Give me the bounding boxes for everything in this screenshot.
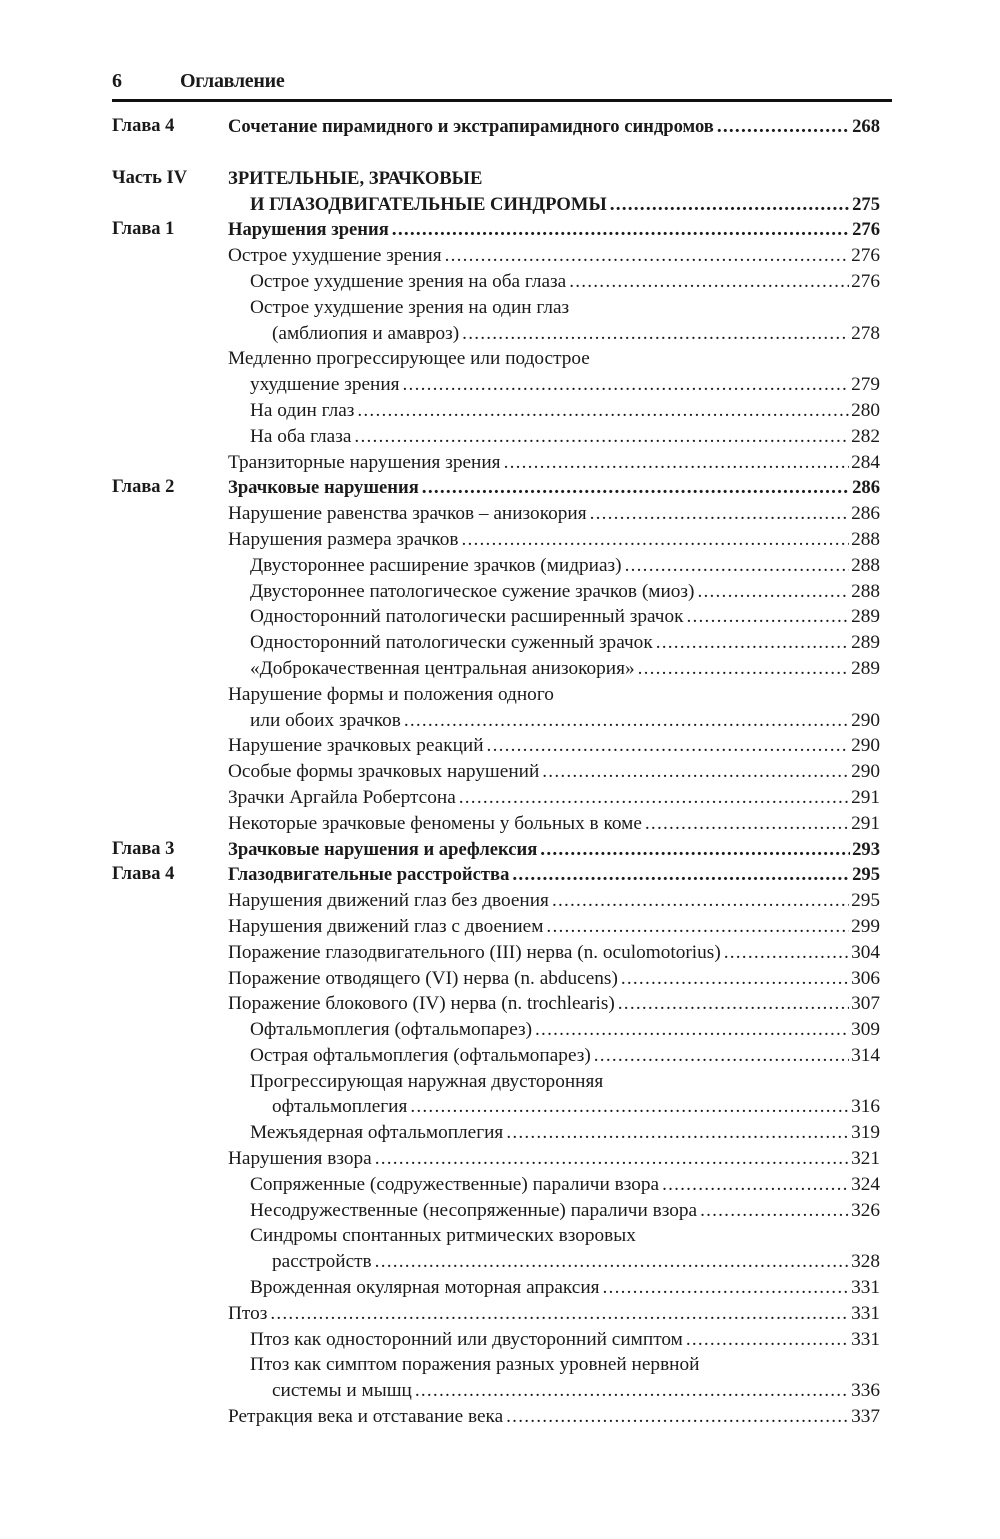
toc-line bbox=[112, 1327, 880, 1353]
entry-page-number: 331 bbox=[851, 1277, 880, 1299]
entry-page-number: 278 bbox=[851, 322, 880, 344]
dot-leader bbox=[566, 269, 849, 295]
entry-title: На один глаз bbox=[250, 399, 355, 421]
toc-line bbox=[112, 1172, 880, 1198]
toc-line bbox=[112, 1352, 880, 1378]
entry-label: Глава 2 bbox=[112, 477, 175, 498]
toc-line bbox=[112, 1120, 880, 1146]
entry-title: Офтальмоплегия (офтальмопарез) bbox=[250, 1019, 533, 1041]
toc-line bbox=[112, 837, 880, 863]
toc-line bbox=[112, 553, 880, 579]
toc-chapter-entry bbox=[112, 114, 880, 140]
entry-title: Острая офтальмоплегия (офтальмопарез) bbox=[250, 1044, 591, 1066]
toc-entry bbox=[112, 1404, 880, 1430]
toc-chapter-entry bbox=[112, 166, 880, 218]
entry-title: Межъядерная офтальмоплегия bbox=[250, 1122, 504, 1144]
entry-title: Сопряженные (содружественные) параличи взора bbox=[250, 1173, 660, 1195]
entry-label: Глава 3 bbox=[112, 838, 175, 859]
entry-label: Глава 4 bbox=[112, 116, 175, 136]
toc-line bbox=[112, 243, 880, 269]
toc-line bbox=[112, 1146, 880, 1172]
entry-page-number: 304 bbox=[851, 941, 880, 963]
entry-title: Транзиторные нарушения зрения bbox=[228, 451, 501, 473]
toc-line bbox=[112, 1043, 880, 1069]
entry-page-number: 331 bbox=[851, 1328, 880, 1350]
dot-leader bbox=[600, 1275, 850, 1301]
entry-page-number: 319 bbox=[851, 1122, 880, 1144]
entry-page-number: 288 bbox=[851, 580, 880, 602]
header-rule bbox=[112, 99, 892, 102]
toc-line bbox=[112, 991, 880, 1017]
entry-page-number: 293 bbox=[852, 838, 880, 860]
entry-page-number: 289 bbox=[851, 657, 880, 679]
entry-page-number: 290 bbox=[851, 761, 880, 783]
toc-line bbox=[112, 192, 880, 218]
toc-entry bbox=[112, 733, 880, 759]
toc-line bbox=[112, 1017, 880, 1043]
toc-line bbox=[112, 1249, 880, 1275]
toc-entry bbox=[112, 527, 880, 553]
running-title: Оглавление bbox=[180, 70, 285, 92]
entry-title: Односторонний патологически расширенный зрачок bbox=[250, 606, 684, 628]
toc-line bbox=[112, 269, 880, 295]
toc-entry bbox=[112, 966, 880, 992]
toc-entry bbox=[112, 785, 880, 811]
dot-leader bbox=[400, 372, 850, 398]
entry-title: Острое ухудшение зрения на один глаз bbox=[250, 296, 570, 318]
entry-title: Глазодвигательные расстройства bbox=[228, 864, 510, 886]
entry-page-number: 286 bbox=[852, 477, 880, 499]
dot-leader bbox=[372, 1249, 849, 1275]
entry-page-number: 331 bbox=[851, 1302, 880, 1324]
entry-title: «Доброкачественная центральная анизокория» bbox=[250, 657, 635, 679]
entry-page-number: 289 bbox=[851, 632, 880, 654]
toc-line bbox=[112, 475, 880, 501]
dot-leader bbox=[683, 1327, 849, 1353]
toc-entry bbox=[112, 1275, 880, 1301]
entry-title: Птоз как односторонний или двусторонний симптом bbox=[250, 1328, 683, 1350]
entry-title: Нарушение равенства зрачков – анизокория bbox=[228, 503, 587, 525]
entry-title: Врожденная окулярная моторная апраксия bbox=[250, 1277, 600, 1299]
toc-line bbox=[112, 1198, 880, 1224]
entry-title: Поражение отводящего (VI) нерва (n. abducens) bbox=[228, 967, 618, 989]
entry-page-number: 288 bbox=[851, 528, 880, 550]
toc-entry bbox=[112, 630, 880, 656]
entry-title: Нарушения взора bbox=[228, 1148, 372, 1170]
toc-line bbox=[112, 759, 880, 785]
dot-leader bbox=[684, 604, 850, 630]
entry-page-number: 279 bbox=[851, 374, 880, 396]
dot-leader bbox=[389, 217, 850, 243]
entry-title: Односторонний патологически суженный зрачок bbox=[250, 632, 653, 654]
toc-line bbox=[112, 450, 880, 476]
dot-leader bbox=[532, 1017, 849, 1043]
toc-line bbox=[112, 1094, 880, 1120]
entry-label: Глава 1 bbox=[112, 219, 175, 240]
toc-line bbox=[112, 579, 880, 605]
toc-line bbox=[112, 372, 880, 398]
dot-leader bbox=[615, 991, 849, 1017]
entry-page-number: 316 bbox=[851, 1096, 880, 1118]
dot-leader bbox=[503, 1404, 849, 1430]
entry-page-number: 288 bbox=[851, 554, 880, 576]
toc-entry bbox=[112, 1017, 880, 1043]
entry-page-number: 326 bbox=[851, 1199, 880, 1221]
dot-leader bbox=[642, 811, 849, 837]
dot-leader bbox=[721, 940, 849, 966]
toc-entry bbox=[112, 269, 880, 295]
toc-entry bbox=[112, 914, 880, 940]
dot-leader bbox=[407, 1094, 849, 1120]
dot-leader bbox=[412, 1378, 849, 1404]
toc-line bbox=[112, 217, 880, 243]
toc-line bbox=[112, 295, 880, 321]
dot-leader bbox=[401, 708, 849, 734]
toc-entry bbox=[112, 553, 880, 579]
toc-entry bbox=[112, 243, 880, 269]
dot-leader bbox=[543, 914, 849, 940]
dot-leader bbox=[587, 501, 850, 527]
entry-title: Птоз bbox=[228, 1302, 268, 1324]
toc-entry bbox=[112, 1301, 880, 1327]
toc-line bbox=[112, 321, 880, 347]
toc-entry bbox=[112, 1146, 880, 1172]
entry-page-number: 306 bbox=[851, 967, 880, 989]
toc-entry bbox=[112, 1352, 880, 1404]
entry-title: Нарушение зрачковых реакций bbox=[228, 735, 484, 757]
dot-leader bbox=[607, 192, 850, 218]
toc-entry bbox=[112, 604, 880, 630]
toc-line bbox=[112, 966, 880, 992]
entry-page-number: 275 bbox=[852, 193, 880, 215]
toc-entry bbox=[112, 450, 880, 476]
entry-title: ЗРИТЕЛЬНЫЕ, ЗРАЧКОВЫЕ bbox=[228, 167, 483, 189]
toc-line bbox=[112, 1301, 880, 1327]
entry-title: или обоих зрачков bbox=[250, 709, 401, 731]
dot-leader bbox=[509, 862, 850, 888]
toc-line bbox=[112, 914, 880, 940]
toc-line bbox=[112, 708, 880, 734]
toc-entry bbox=[112, 1172, 880, 1198]
toc-line bbox=[112, 166, 880, 192]
entry-label: Глава 4 bbox=[112, 864, 175, 885]
toc-line bbox=[112, 424, 880, 450]
entry-title: Некоторые зрачковые феномены у больных в коме bbox=[228, 812, 642, 834]
dot-leader bbox=[354, 398, 849, 424]
toc-entry bbox=[112, 1043, 880, 1069]
toc-chapter-entry bbox=[112, 475, 880, 501]
dot-leader bbox=[458, 527, 849, 553]
toc-line bbox=[112, 888, 880, 914]
dot-leader bbox=[659, 1172, 849, 1198]
entry-page-number: 268 bbox=[852, 116, 880, 137]
toc-line bbox=[112, 346, 880, 372]
toc-line bbox=[112, 785, 880, 811]
entry-page-number: 280 bbox=[851, 399, 880, 421]
entry-title: Особые формы зрачковых нарушений bbox=[228, 761, 540, 783]
toc-line bbox=[112, 940, 880, 966]
entry-page-number: 295 bbox=[852, 864, 880, 886]
entry-title: Ретракция века и отставание века bbox=[228, 1406, 504, 1428]
toc-line bbox=[112, 398, 880, 424]
dot-leader bbox=[697, 1198, 849, 1224]
dot-leader bbox=[484, 733, 850, 759]
entry-page-number: 337 bbox=[851, 1406, 880, 1428]
dot-leader bbox=[694, 579, 849, 605]
entry-page-number: 324 bbox=[851, 1173, 880, 1195]
toc-entry bbox=[112, 682, 880, 734]
entry-page-number: 284 bbox=[851, 451, 880, 473]
dot-leader bbox=[591, 1043, 849, 1069]
entry-title: Нарушения движений глаз без двоения bbox=[228, 890, 549, 912]
toc-line bbox=[112, 862, 880, 888]
entry-title: (амблиопия и амавроз) bbox=[272, 322, 460, 344]
toc-line bbox=[112, 527, 880, 553]
entry-page-number: 336 bbox=[851, 1380, 880, 1402]
dot-leader bbox=[459, 321, 849, 347]
dot-leader bbox=[635, 656, 849, 682]
table-of-contents bbox=[112, 114, 880, 1430]
toc-line bbox=[112, 1275, 880, 1301]
entry-title: Острое ухудшение зрения на оба глаза bbox=[250, 270, 567, 292]
dot-leader bbox=[537, 837, 850, 863]
entry-label: Часть IV bbox=[112, 167, 188, 188]
entry-title: офтальмоплегия bbox=[272, 1096, 408, 1118]
running-header bbox=[112, 68, 892, 98]
entry-title: Птоз как симптом поражения разных уровней нервной bbox=[250, 1354, 700, 1376]
entry-page-number: 276 bbox=[852, 219, 880, 241]
dot-leader bbox=[503, 1120, 849, 1146]
toc-line bbox=[112, 733, 880, 759]
toc-line bbox=[112, 501, 880, 527]
toc-entry bbox=[112, 811, 880, 837]
entry-page-number: 276 bbox=[851, 245, 880, 267]
toc-line bbox=[112, 114, 880, 140]
entry-page-number: 321 bbox=[851, 1148, 880, 1170]
entry-title: И ГЛАЗОДВИГАТЕЛЬНЫЕ СИНДРОМЫ bbox=[250, 193, 607, 215]
toc-line bbox=[112, 656, 880, 682]
entry-title: Поражение блокового (IV) нерва (n. trochlearis) bbox=[228, 993, 615, 1015]
entry-title: Медленно прогрессирующее или подострое bbox=[228, 348, 590, 370]
entry-page-number: 309 bbox=[851, 1019, 880, 1041]
dot-leader bbox=[622, 553, 849, 579]
entry-title: ухудшение зрения bbox=[250, 374, 400, 396]
toc-entry bbox=[112, 656, 880, 682]
toc-line bbox=[112, 1378, 880, 1404]
entry-title: Двустороннее расширение зрачков (мидриаз) bbox=[250, 554, 622, 576]
toc-chapter-entry bbox=[112, 217, 880, 243]
toc-chapter-entry bbox=[112, 837, 880, 863]
toc-entry bbox=[112, 501, 880, 527]
toc-line bbox=[112, 1404, 880, 1430]
dot-leader bbox=[501, 450, 850, 476]
dot-leader bbox=[539, 759, 849, 785]
entry-page-number: 307 bbox=[851, 993, 880, 1015]
entry-title: Нарушения размера зрачков bbox=[228, 528, 459, 550]
entry-page-number: 291 bbox=[851, 812, 880, 834]
dot-leader bbox=[419, 475, 850, 501]
toc-entry bbox=[112, 1327, 880, 1353]
entry-title: Зрачковые нарушения bbox=[228, 477, 419, 499]
toc-entry bbox=[112, 579, 880, 605]
entry-page-number: 314 bbox=[851, 1044, 880, 1066]
toc-line bbox=[112, 604, 880, 630]
entry-title: Поражение глазодвигательного (III) нерва (n. oculomotorius) bbox=[228, 941, 721, 963]
entry-page-number: 290 bbox=[851, 735, 880, 757]
entry-title: Зрачковые нарушения и арефлексия bbox=[228, 838, 538, 860]
dot-leader bbox=[653, 630, 849, 656]
entry-page-number: 290 bbox=[851, 709, 880, 731]
toc-line bbox=[112, 630, 880, 656]
entry-title: Нарушение формы и положения одного bbox=[228, 683, 554, 705]
entry-page-number: 289 bbox=[851, 606, 880, 628]
toc-entry bbox=[112, 295, 880, 347]
entry-title: Нарушения зрения bbox=[228, 219, 389, 241]
toc-entry bbox=[112, 398, 880, 424]
toc-line bbox=[112, 1223, 880, 1249]
toc-line bbox=[112, 811, 880, 837]
entry-title: Острое ухудшение зрения bbox=[228, 245, 442, 267]
toc-entry bbox=[112, 424, 880, 450]
toc-entry bbox=[112, 940, 880, 966]
entry-title: Двустороннее патологическое сужение зрачков (миоз) bbox=[250, 580, 695, 602]
dot-leader bbox=[442, 243, 850, 269]
toc-entry bbox=[112, 991, 880, 1017]
entry-page-number: 299 bbox=[851, 915, 880, 937]
page-number: 6 bbox=[112, 70, 122, 92]
entry-title: системы и мышц bbox=[272, 1380, 412, 1402]
entry-title: Зрачки Аргайла Робертсона bbox=[228, 786, 456, 808]
entry-page-number: 282 bbox=[851, 425, 880, 447]
dot-leader bbox=[618, 966, 849, 992]
dot-leader bbox=[456, 785, 849, 811]
toc-entry bbox=[112, 888, 880, 914]
toc-entry bbox=[112, 1069, 880, 1121]
entry-title: Нарушения движений глаз с двоением bbox=[228, 915, 544, 937]
entry-page-number: 276 bbox=[851, 270, 880, 292]
entry-page-number: 295 bbox=[851, 890, 880, 912]
toc-chapter-entry bbox=[112, 862, 880, 888]
entry-title: Несодружественные (несопряженные) параличи взора bbox=[250, 1199, 698, 1221]
dot-leader bbox=[372, 1146, 849, 1172]
entry-title: На оба глаза bbox=[250, 425, 352, 447]
entry-title: расстройств bbox=[272, 1251, 372, 1273]
entry-title: Сочетание пирамидного и экстрапирамидного синдромов bbox=[228, 116, 714, 137]
dot-leader bbox=[549, 888, 849, 914]
dot-leader bbox=[351, 424, 849, 450]
dot-leader bbox=[714, 114, 850, 140]
toc-entry bbox=[112, 346, 880, 398]
toc-entry bbox=[112, 759, 880, 785]
toc-line bbox=[112, 1069, 880, 1095]
toc-line bbox=[112, 682, 880, 708]
entry-page-number: 291 bbox=[851, 786, 880, 808]
toc-entry bbox=[112, 1198, 880, 1224]
toc-entry bbox=[112, 1120, 880, 1146]
entry-title: Прогрессирующая наружная двусторонняя bbox=[250, 1070, 604, 1092]
toc-entry bbox=[112, 1223, 880, 1275]
entry-page-number: 328 bbox=[851, 1251, 880, 1273]
entry-page-number: 286 bbox=[851, 503, 880, 525]
dot-leader bbox=[267, 1301, 849, 1327]
entry-title: Синдромы спонтанных ритмических взоровых bbox=[250, 1225, 636, 1247]
